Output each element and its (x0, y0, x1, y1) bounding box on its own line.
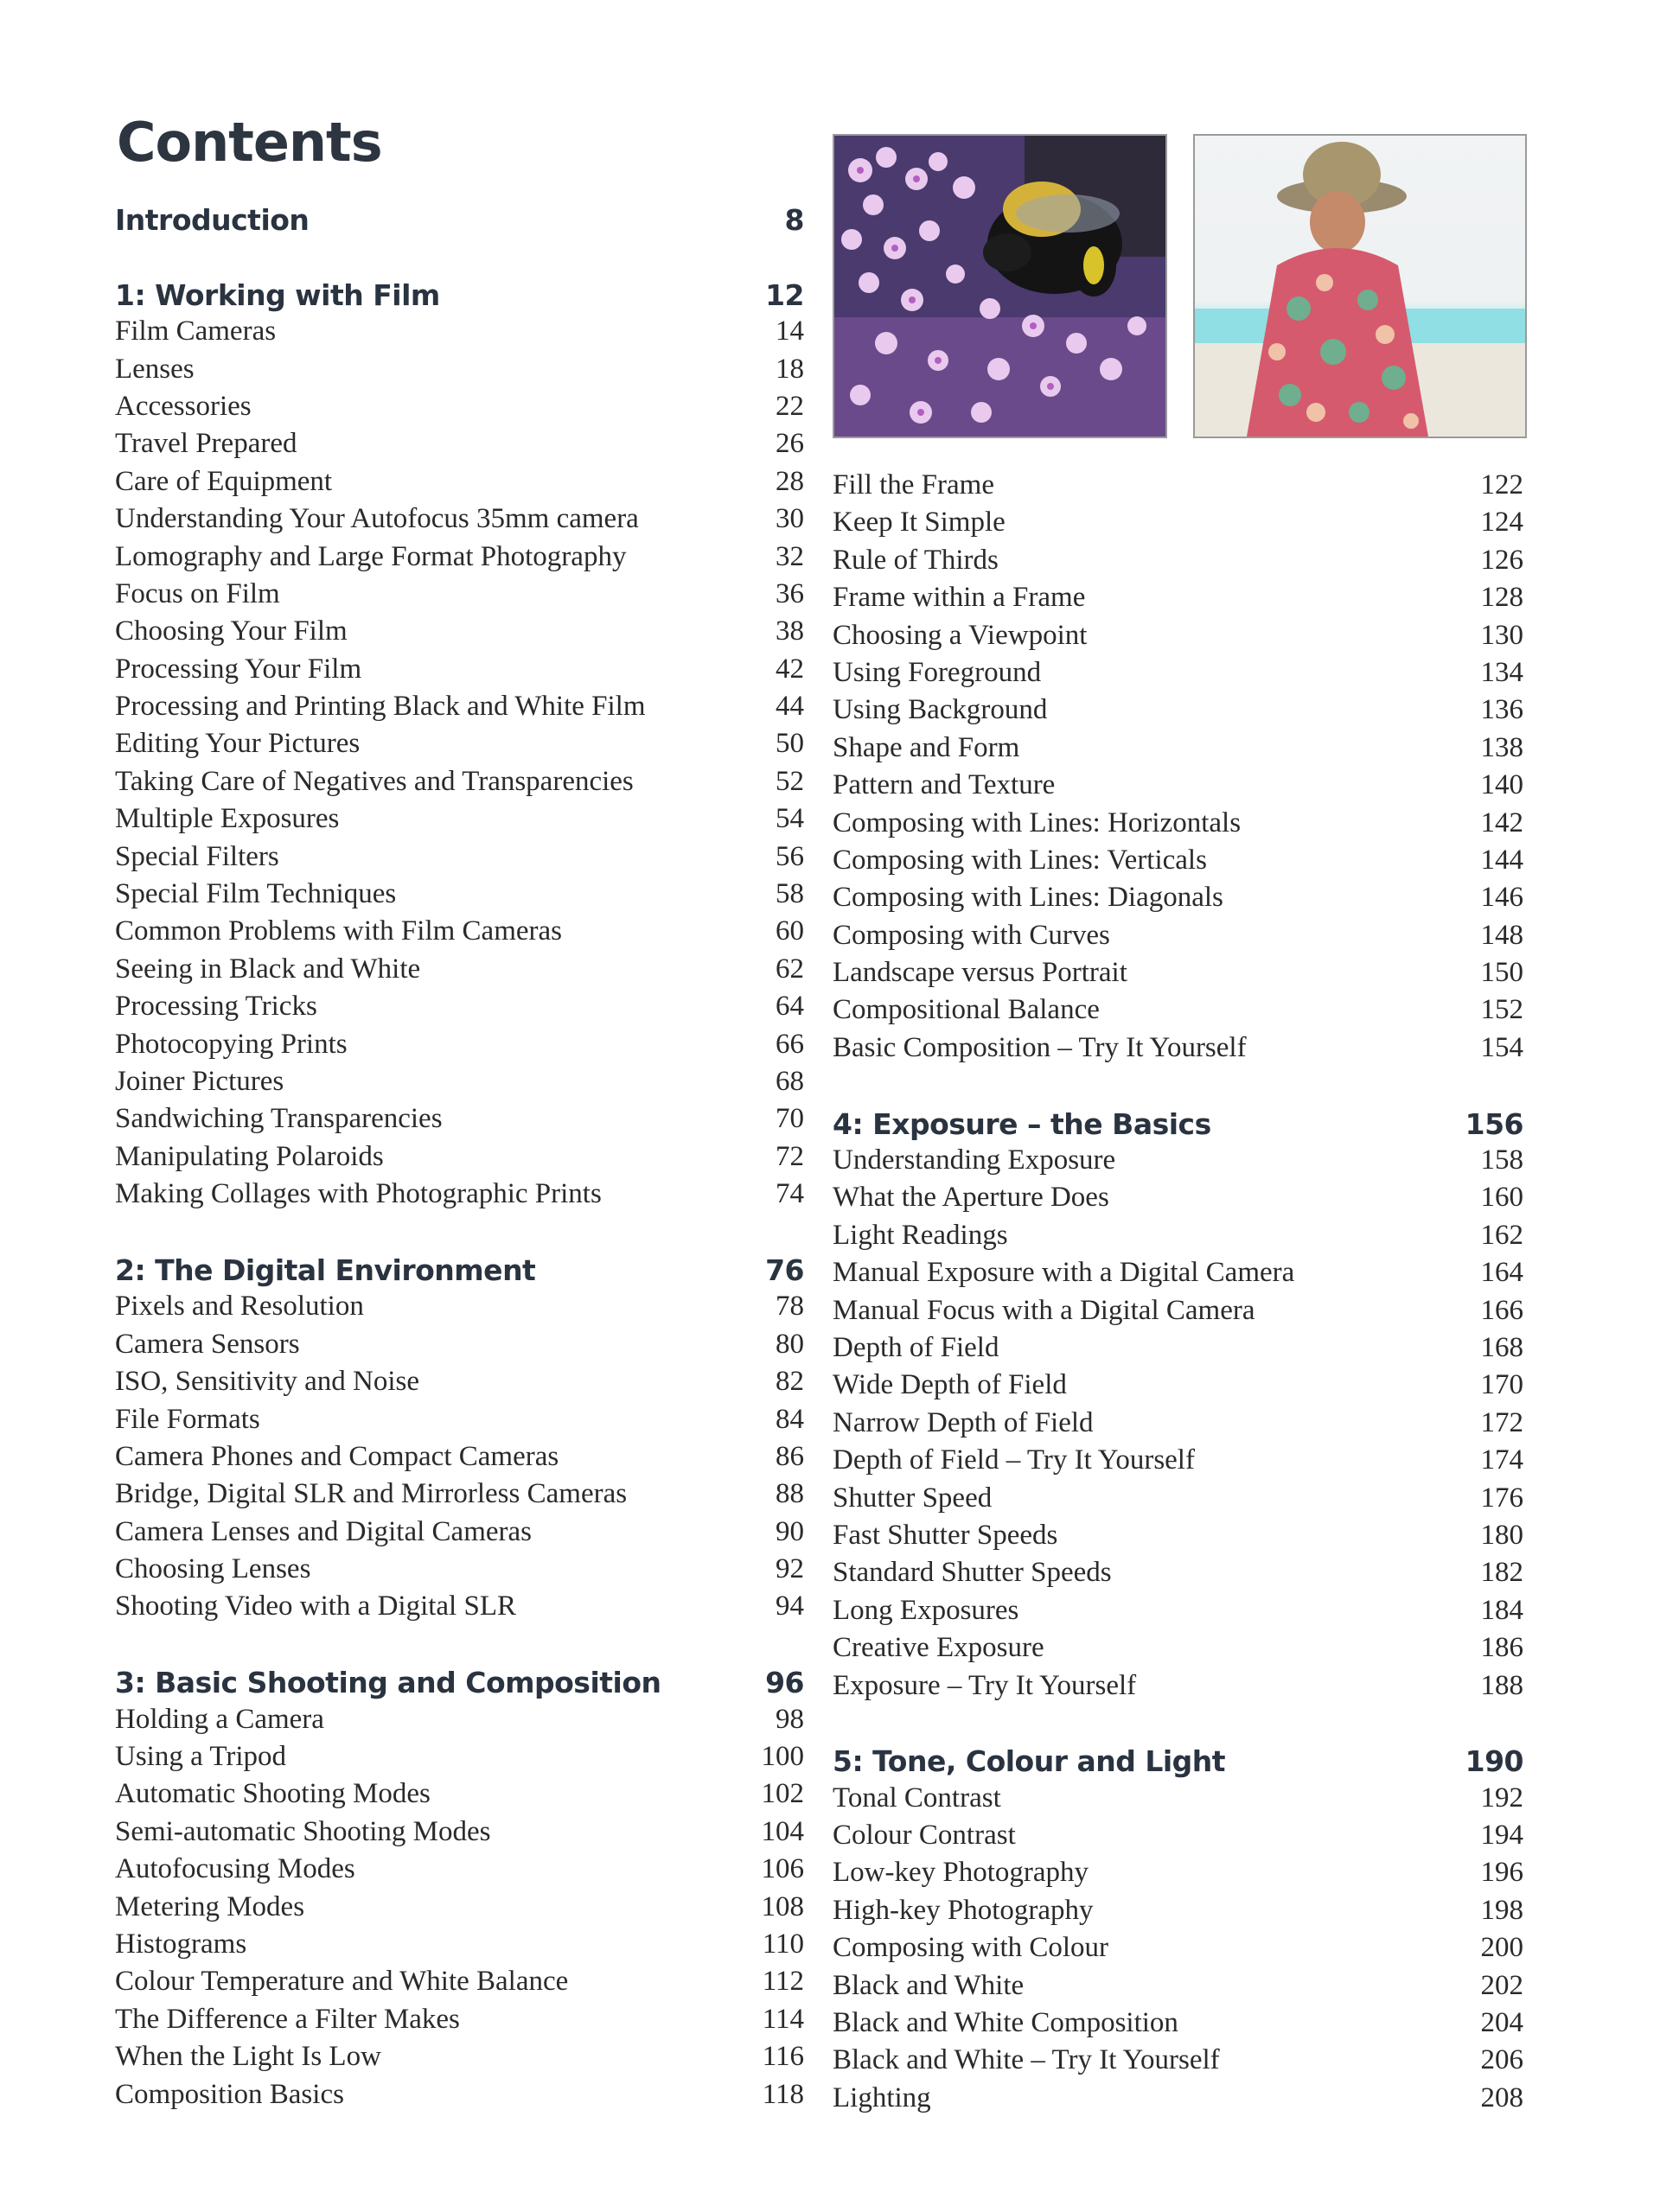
toc-entry (115, 915, 804, 953)
toc-entry-title: Shutter Speed (833, 1482, 993, 1514)
toc-page-number: 194 (1480, 1820, 1523, 1852)
toc-page-number: 62 (776, 953, 804, 985)
toc-entry (833, 657, 1523, 694)
toc-entry (833, 1632, 1523, 1669)
toc-entry-title: Pattern and Texture (833, 769, 1056, 801)
toc-entry-title: Black and White (833, 1969, 1025, 2001)
toc-entry (833, 732, 1523, 769)
page-title: Contents (117, 111, 382, 174)
toc-entry (115, 1066, 804, 1103)
toc-entry (115, 1928, 804, 1966)
toc-entry (115, 1178, 804, 1215)
toc-page-number: 200 (1480, 1932, 1523, 1964)
toc-page-number: 208 (1480, 2081, 1523, 2113)
toc-page-number: 52 (776, 765, 804, 797)
toc-page-number: 142 (1480, 806, 1523, 838)
toc-page-number: 158 (1480, 1144, 1523, 1176)
toc-entry (833, 1407, 1523, 1444)
toc-entry (833, 1444, 1523, 1482)
toc-entry (115, 1853, 804, 1890)
toc-entry (833, 845, 1523, 882)
toc-entry (115, 2079, 804, 2116)
toc-page-number: 166 (1480, 1294, 1523, 1326)
toc-section-heading (115, 278, 804, 316)
toc-entry-title: Accessories (115, 390, 252, 422)
toc-entry (833, 1482, 1523, 1520)
toc-entry-title: Rule of Thirds (833, 544, 999, 576)
toc-page-number: 196 (1480, 1857, 1523, 1889)
toc-entry-title: Composing with Colour (833, 1932, 1109, 1964)
toc-page-number: 184 (1480, 1594, 1523, 1626)
toc-section-heading (115, 1666, 804, 1703)
toc-page-number: 198 (1480, 1894, 1523, 1926)
toc-entry-title: Choosing Lenses (115, 1553, 311, 1585)
toc-entry-title: Depth of Field (833, 1331, 999, 1363)
toc-page-number: 64 (776, 991, 804, 1023)
toc-page-number: 56 (776, 840, 804, 872)
toc-entry-title: Processing Your Film (115, 653, 362, 685)
toc-page-number: 12 (765, 277, 804, 312)
toc-entry (833, 920, 1523, 957)
toc-page-number: 72 (776, 1140, 804, 1172)
toc-page-number: 54 (776, 803, 804, 835)
toc-spacer (115, 1216, 804, 1253)
toc-page-number: 38 (776, 615, 804, 647)
toc-entry-title: Shooting Video with a Digital SLR (115, 1590, 516, 1622)
toc-page-number: 122 (1480, 469, 1523, 500)
toc-entry-title: Composition Basics (115, 2078, 344, 2110)
toc-entry-title: Special Filters (115, 840, 279, 872)
toc-entry (833, 769, 1523, 806)
toc-page-number: 190 (1465, 1744, 1523, 1779)
toc-page-number: 182 (1480, 1557, 1523, 1589)
toc-entry (115, 841, 804, 878)
toc-entry (115, 803, 804, 840)
toc-entry (115, 766, 804, 803)
toc-entry (833, 1595, 1523, 1632)
toc-entry-title: File Formats (115, 1403, 260, 1435)
toc-page-number: 18 (776, 353, 804, 385)
toc-page-number: 44 (776, 691, 804, 723)
toc-entry (115, 1404, 804, 1441)
toc-page-number: 84 (776, 1403, 804, 1435)
toc-entry (115, 991, 804, 1028)
toc-page-number: 148 (1480, 919, 1523, 951)
toc-entry-title: Holding a Camera (115, 1703, 324, 1735)
toc-page-number: 96 (765, 1666, 804, 1700)
toc-entry (115, 1103, 804, 1140)
toc-entry (833, 1932, 1523, 1969)
toc-page-number: 136 (1480, 694, 1523, 726)
toc-page-number: 118 (762, 2078, 804, 2110)
toc-entry-title: Low-key Photography (833, 1857, 1089, 1889)
toc-entry (115, 541, 804, 578)
toc-entry-title: Frame within a Frame (833, 582, 1086, 614)
toc-entry (115, 1704, 804, 1741)
toc-page-number: 176 (1480, 1482, 1523, 1514)
toc-entry (833, 1144, 1523, 1182)
toc-entry (833, 1182, 1523, 1219)
toc-entry (833, 582, 1523, 619)
toc-entry-title: Processing Tricks (115, 991, 317, 1023)
toc-entry (115, 1891, 804, 1928)
toc-page-number: 172 (1480, 1406, 1523, 1438)
toc-entry-title: Standard Shutter Speeds (833, 1557, 1112, 1589)
toc-entry-title: Pixels and Resolution (115, 1291, 364, 1323)
toc-page-number: 140 (1480, 769, 1523, 801)
toc-page-number: 164 (1480, 1257, 1523, 1289)
toc-entry (833, 1295, 1523, 1332)
toc-entry-title: Understanding Exposure (833, 1144, 1116, 1176)
toc-entry (833, 1557, 1523, 1594)
toc-page-number: 82 (776, 1366, 804, 1398)
toc-entry-title: Focus on Film (115, 577, 280, 609)
toc-entry-title: Histograms (115, 1928, 247, 1960)
toc-spacer (115, 240, 804, 277)
toc-page-number: 76 (765, 1253, 804, 1287)
toc-entry (833, 507, 1523, 544)
toc-section-heading (115, 1253, 804, 1291)
toc-entry-title: Introduction (115, 203, 310, 237)
toc-page-number: 202 (1480, 1969, 1523, 2001)
toc-page-number: 106 (761, 1853, 804, 1885)
toc-entry-title: Sandwiching Transparencies (115, 1103, 443, 1135)
toc-page-number: 32 (776, 540, 804, 572)
toc-entry-title: Manual Focus with a Digital Camera (833, 1294, 1255, 1326)
toc-entry-title: Creative Exposure (833, 1632, 1044, 1664)
toc-entry-title: Camera Lenses and Digital Cameras (115, 1515, 532, 1547)
toc-entry-title: Composing with Lines: Verticals (833, 844, 1207, 876)
toc-page-number: 146 (1480, 882, 1523, 914)
toc-entry (833, 1820, 1523, 1857)
toc-page-number: 110 (762, 1928, 804, 1960)
toc-spacer (115, 1629, 804, 1666)
toc-entry (833, 1857, 1523, 1894)
toc-entry (833, 2044, 1523, 2081)
toc-entry (115, 1553, 804, 1590)
toc-entry (115, 691, 804, 728)
toc-left-column (115, 203, 804, 2116)
toc-entry (115, 466, 804, 503)
toc-entry-title: Choosing Your Film (115, 615, 348, 647)
toc-entry-title: Using a Tripod (115, 1741, 287, 1773)
toc-entry-title: ISO, Sensitivity and Noise (115, 1366, 419, 1398)
toc-entry-title: Exposure – Try It Yourself (833, 1669, 1137, 1701)
toc-page-number: 58 (776, 878, 804, 910)
toc-page-number: 102 (761, 1778, 804, 1810)
bee-photo (833, 134, 1167, 438)
toc-entry-title: Compositional Balance (833, 994, 1100, 1026)
toc-page-number: 94 (776, 1590, 804, 1622)
toc-page-number: 206 (1480, 2044, 1523, 2076)
toc-right-column (833, 469, 1523, 2120)
toc-entry-title: Depth of Field – Try It Yourself (833, 1444, 1195, 1476)
toc-spacer (833, 1707, 1523, 1744)
toc-entry (115, 1329, 804, 1366)
toc-entry-title: Care of Equipment (115, 465, 333, 497)
toc-entry (833, 1782, 1523, 1820)
toc-entry (833, 882, 1523, 919)
toc-page-number: 170 (1480, 1369, 1523, 1401)
toc-entry-title: Lighting (833, 2081, 931, 2113)
toc-page-number: 30 (776, 503, 804, 535)
toc-page-number: 154 (1480, 1031, 1523, 1063)
toc-entry-title: Using Background (833, 694, 1048, 726)
toc-page-number: 180 (1480, 1519, 1523, 1551)
toc-entry-title: Understanding Your Autofocus 35mm camera (115, 503, 639, 535)
toc-entry-title: Semi-automatic Shooting Modes (115, 1815, 491, 1847)
toc-entry (115, 1141, 804, 1178)
toc-entry-title: Fast Shutter Speeds (833, 1519, 1058, 1551)
toc-entry (115, 728, 804, 765)
toc-entry (115, 354, 804, 391)
toc-entry-title: Manual Exposure with a Digital Camera (833, 1257, 1295, 1289)
toc-entry-title: Wide Depth of Field (833, 1369, 1067, 1401)
toc-page-number: 144 (1480, 844, 1523, 876)
toc-entry (115, 878, 804, 915)
toc-entry-title: Black and White – Try It Yourself (833, 2044, 1220, 2076)
toc-entry-title: Colour Contrast (833, 1820, 1016, 1852)
toc-page-number: 50 (776, 728, 804, 760)
toc-page-number: 126 (1480, 544, 1523, 576)
toc-entry (115, 503, 804, 540)
toc-page-number: 112 (762, 1966, 804, 1998)
toc-entry (115, 1441, 804, 1478)
toc-entry-title: Camera Phones and Compact Cameras (115, 1440, 559, 1472)
toc-page-number: 130 (1480, 619, 1523, 651)
toc-page-number: 36 (776, 577, 804, 609)
toc-entry-title: Narrow Depth of Field (833, 1406, 1094, 1438)
child-photo (1193, 134, 1527, 438)
toc-page-number: 156 (1465, 1106, 1523, 1141)
toc-entry-title: 3: Basic Shooting and Composition (115, 1666, 661, 1700)
toc-entry-title: Using Foreground (833, 656, 1042, 688)
toc-page-number: 162 (1480, 1219, 1523, 1251)
toc-page-number: 92 (776, 1553, 804, 1585)
toc-entry-title: Automatic Shooting Modes (115, 1778, 431, 1810)
toc-entry (833, 1220, 1523, 1257)
toc-page-number: 66 (776, 1028, 804, 1060)
toc-page-number: 60 (776, 915, 804, 947)
toc-page-number: 128 (1480, 582, 1523, 614)
toc-entry-title: Common Problems with Film Cameras (115, 915, 562, 947)
toc-entry (833, 994, 1523, 1031)
toc-entry-title: Basic Composition – Try It Yourself (833, 1031, 1247, 1063)
toc-entry-title: Editing Your Pictures (115, 728, 361, 760)
toc-entry (833, 469, 1523, 507)
toc-entry-title: 5: Tone, Colour and Light (833, 1744, 1226, 1779)
toc-entry-title: Film Cameras (115, 316, 277, 347)
toc-section-heading (833, 1107, 1523, 1144)
toc-entry (115, 1291, 804, 1328)
toc-entry-title: Light Readings (833, 1219, 1008, 1251)
toc-entry-title: Autofocusing Modes (115, 1853, 355, 1885)
toc-entry-title: Composing with Lines: Horizontals (833, 806, 1242, 838)
toc-entry (833, 1032, 1523, 1069)
toc-page-number: 8 (784, 203, 804, 237)
toc-entry (833, 1670, 1523, 1707)
toc-spacer (833, 1069, 1523, 1106)
toc-page-number: 114 (762, 2003, 804, 2035)
toc-page-number: 134 (1480, 656, 1523, 688)
toc-page-number: 70 (776, 1103, 804, 1135)
toc-entry (115, 316, 804, 353)
child-at-beach-image (1195, 136, 1525, 437)
toc-entry (833, 1369, 1523, 1406)
toc-entry-title: Seeing in Black and White (115, 953, 421, 985)
toc-page-number: 22 (776, 390, 804, 422)
toc-section-heading (115, 203, 804, 240)
toc-entry-title: Landscape versus Portrait (833, 957, 1127, 989)
toc-entry-title: Special Film Techniques (115, 878, 397, 910)
toc-entry (115, 1778, 804, 1815)
toc-page-number: 152 (1480, 994, 1523, 1026)
toc-entry (115, 2041, 804, 2078)
toc-entry (115, 391, 804, 428)
toc-entry (833, 1257, 1523, 1294)
toc-page-number: 42 (776, 653, 804, 685)
toc-entry-title: 4: Exposure – the Basics (833, 1106, 1211, 1141)
toc-page-number: 124 (1480, 507, 1523, 539)
toc-entry (115, 1966, 804, 2003)
toc-entry-title: The Difference a Filter Makes (115, 2003, 460, 2035)
toc-entry-title: Shape and Form (833, 731, 1020, 763)
toc-entry-title: When the Light Is Low (115, 2041, 381, 2073)
toc-entry (833, 1332, 1523, 1369)
toc-entry-title: Lomography and Large Format Photography (115, 540, 627, 572)
toc-entry-title: Composing with Lines: Diagonals (833, 882, 1223, 914)
toc-entry (115, 2004, 804, 2041)
toc-page-number: 14 (776, 316, 804, 347)
toc-page-number: 168 (1480, 1331, 1523, 1363)
toc-page-number: 160 (1480, 1182, 1523, 1214)
toc-entry (115, 1590, 804, 1628)
toc-entry (833, 694, 1523, 731)
toc-entry-title: 2: The Digital Environment (115, 1253, 536, 1287)
toc-entry (115, 1516, 804, 1553)
toc-entry (833, 545, 1523, 582)
toc-entry-title: High-key Photography (833, 1894, 1094, 1926)
toc-entry (833, 1520, 1523, 1557)
toc-page-number: 116 (762, 2041, 804, 2073)
toc-entry-title: Travel Prepared (115, 428, 297, 460)
toc-page-number: 78 (776, 1291, 804, 1323)
toc-page-number: 98 (776, 1703, 804, 1735)
toc-entry-title: Composing with Curves (833, 919, 1110, 951)
toc-page-number: 80 (776, 1328, 804, 1360)
toc-entry-title: Metering Modes (115, 1890, 305, 1922)
bee-on-flowers-image (834, 136, 1165, 437)
toc-entry-title: 1: Working with Film (115, 277, 440, 312)
toc-section-heading (833, 1744, 1523, 1782)
toc-page-number: 188 (1480, 1669, 1523, 1701)
toc-entry (833, 1895, 1523, 1932)
toc-entry (115, 1816, 804, 1853)
toc-entry (115, 953, 804, 991)
toc-entry (115, 1478, 804, 1515)
toc-entry (833, 2082, 1523, 2120)
toc-page-number: 192 (1480, 1782, 1523, 1814)
toc-entry (833, 807, 1523, 845)
toc-page-number: 138 (1480, 731, 1523, 763)
toc-entry (115, 653, 804, 691)
toc-page-number: 88 (776, 1478, 804, 1510)
toc-entry-title: Manipulating Polaroids (115, 1140, 384, 1172)
toc-entry (115, 1741, 804, 1778)
toc-entry (833, 2007, 1523, 2044)
toc-entry-title: Camera Sensors (115, 1328, 300, 1360)
toc-entry-title: Choosing a Viewpoint (833, 619, 1088, 651)
toc-page-number: 68 (776, 1065, 804, 1097)
toc-page-number: 100 (761, 1741, 804, 1773)
toc-entry-title: Making Collages with Photographic Prints (115, 1178, 602, 1210)
toc-entry (115, 428, 804, 465)
toc-entry (115, 1366, 804, 1403)
toc-entry (833, 620, 1523, 657)
toc-entry-title: Bridge, Digital SLR and Mirrorless Cameras (115, 1478, 628, 1510)
toc-entry (115, 615, 804, 653)
toc-page-number: 86 (776, 1440, 804, 1472)
toc-page-number: 108 (761, 1890, 804, 1922)
toc-page-number: 74 (776, 1178, 804, 1210)
toc-entry-title: Keep It Simple (833, 507, 1006, 539)
toc-entry (833, 957, 1523, 994)
toc-entry (115, 578, 804, 615)
toc-page-number: 204 (1480, 2007, 1523, 2039)
toc-entry-title: Joiner Pictures (115, 1065, 284, 1097)
toc-page-number: 28 (776, 465, 804, 497)
toc-page-number: 90 (776, 1515, 804, 1547)
toc-entry-title: Long Exposures (833, 1594, 1019, 1626)
toc-entry-title: What the Aperture Does (833, 1182, 1109, 1214)
toc-entry-title: Tonal Contrast (833, 1782, 1001, 1814)
toc-entry-title: Photocopying Prints (115, 1028, 348, 1060)
toc-entry-title: Taking Care of Negatives and Transparencies (115, 765, 634, 797)
toc-page-number: 186 (1480, 1632, 1523, 1664)
toc-entry-title: Lenses (115, 353, 195, 385)
toc-page-number: 150 (1480, 957, 1523, 989)
toc-entry-title: Black and White Composition (833, 2007, 1178, 2039)
toc-page-number: 26 (776, 428, 804, 460)
toc-entry (115, 1029, 804, 1066)
toc-entry-title: Colour Temperature and White Balance (115, 1966, 569, 1998)
toc-page-number: 174 (1480, 1444, 1523, 1476)
toc-entry (833, 1970, 1523, 2007)
toc-page-number: 104 (761, 1815, 804, 1847)
toc-entry-title: Processing and Printing Black and White Film (115, 691, 646, 723)
toc-entry-title: Multiple Exposures (115, 803, 340, 835)
toc-entry-title: Fill the Frame (833, 469, 994, 500)
